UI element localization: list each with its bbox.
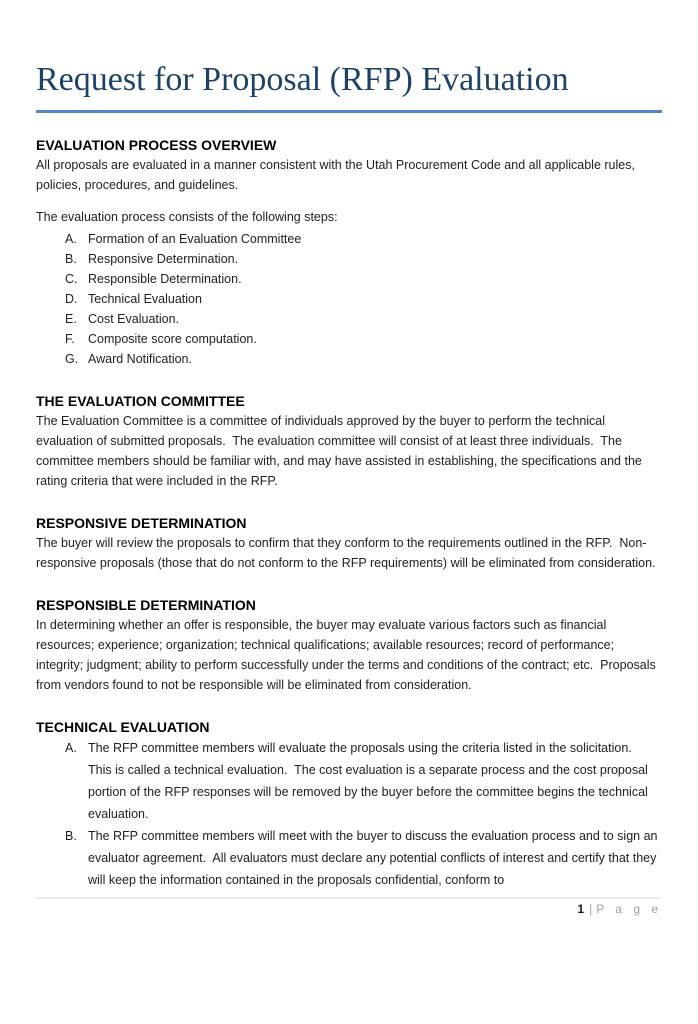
- section-evaluation-process-overview: [36, 135, 662, 369]
- list-text: Award Notification.: [88, 352, 192, 366]
- list-item: [36, 349, 662, 369]
- document-title: Request for Proposal (RFP) Evaluation: [36, 60, 662, 113]
- section-heading: RESPONSIBLE DETERMINATION: [36, 597, 256, 613]
- footer-separator: |: [589, 902, 593, 916]
- section-technical-evaluation: [36, 717, 662, 891]
- paragraph: The Evaluation Committee is a committee of individuals approved by the buyer to perform the technical evaluation of submitted proposals. The evaluation committee will consist of at least three individuals. The committee members should be familiar with, and may have assisted in establishing, the specifications and the rating criteria that were included in the RFP.: [36, 414, 646, 488]
- list-item: [36, 825, 662, 891]
- list-marker: F.: [65, 332, 75, 346]
- list-text: Technical Evaluation: [88, 292, 202, 306]
- paragraph: The evaluation process consists of the following steps:: [36, 210, 338, 224]
- list-item: [36, 737, 662, 825]
- paragraph: All proposals are evaluated in a manner consistent with the Utah Procurement Code and all applicable rules, policies, procedures, and guidelines.: [36, 158, 639, 192]
- technical-evaluation-list: [36, 737, 662, 891]
- section-heading: RESPONSIVE DETERMINATION: [36, 515, 247, 531]
- section-heading: THE EVALUATION COMMITTEE: [36, 393, 245, 409]
- paragraph: The buyer will review the proposals to confirm that they conform to the requirements outlined in the RFP. Non-responsive proposals (those that do not conform to the RFP requirements) will be eliminated from consideration.: [36, 536, 656, 570]
- footer-divider: [36, 897, 662, 899]
- list-marker: E.: [65, 312, 77, 326]
- list-text: Formation of an Evaluation Committee: [88, 232, 302, 246]
- list-marker: D.: [65, 292, 78, 306]
- list-text: Composite score computation.: [88, 332, 257, 346]
- section-heading: TECHNICAL EVALUATION: [36, 719, 210, 735]
- list-marker: C.: [65, 272, 78, 286]
- list-text: Responsible Determination.: [88, 272, 242, 286]
- list-item: [36, 269, 662, 289]
- list-text: Cost Evaluation.: [88, 312, 180, 326]
- page-footer: [36, 897, 662, 917]
- page-number: 1: [577, 902, 585, 916]
- list-marker: B.: [65, 829, 77, 843]
- section-responsible-determination: [36, 595, 662, 695]
- list-item: [36, 329, 662, 349]
- process-steps-list: [36, 229, 662, 369]
- paragraph: In determining whether an offer is responsible, the buyer may evaluate various factors such as financial resources; experience; organization; technical qualifications; available resources; record of performance; integrity; judgment; ability to perform successfully under the terms and conditions of the contract; etc. Proposals from vendors found to not be responsible will be eliminated from consideration.: [36, 618, 660, 692]
- section-responsive-determination: [36, 513, 662, 573]
- list-item: [36, 289, 662, 309]
- list-item: [36, 249, 662, 269]
- footer-text: [36, 901, 662, 917]
- list-marker: A.: [65, 741, 77, 755]
- list-marker: G.: [65, 352, 79, 366]
- footer-page-label: P a g e: [596, 902, 662, 916]
- section-evaluation-committee: [36, 391, 662, 491]
- list-item: [36, 229, 662, 249]
- list-text: The RFP committee members will meet with the buyer to discuss the evaluation process and to sign an evaluator agreement. All evaluators must declare any potential conflicts of interest and certify that they will keep the information contained in the proposals confidential, conform to: [88, 829, 661, 887]
- list-marker: B.: [65, 252, 77, 266]
- list-marker: A.: [65, 232, 77, 246]
- list-text: Responsive Determination.: [88, 252, 239, 266]
- list-text: The RFP committee members will evaluate the proposals using the criteria listed in the solicitation. This is called a technical evaluation. The cost evaluation is a separate process and the cost proposal portion of the RFP responses will be removed by the buyer before the committee begins the technical evaluation.: [88, 741, 652, 821]
- list-item: [36, 309, 662, 329]
- section-heading: EVALUATION PROCESS OVERVIEW: [36, 137, 277, 153]
